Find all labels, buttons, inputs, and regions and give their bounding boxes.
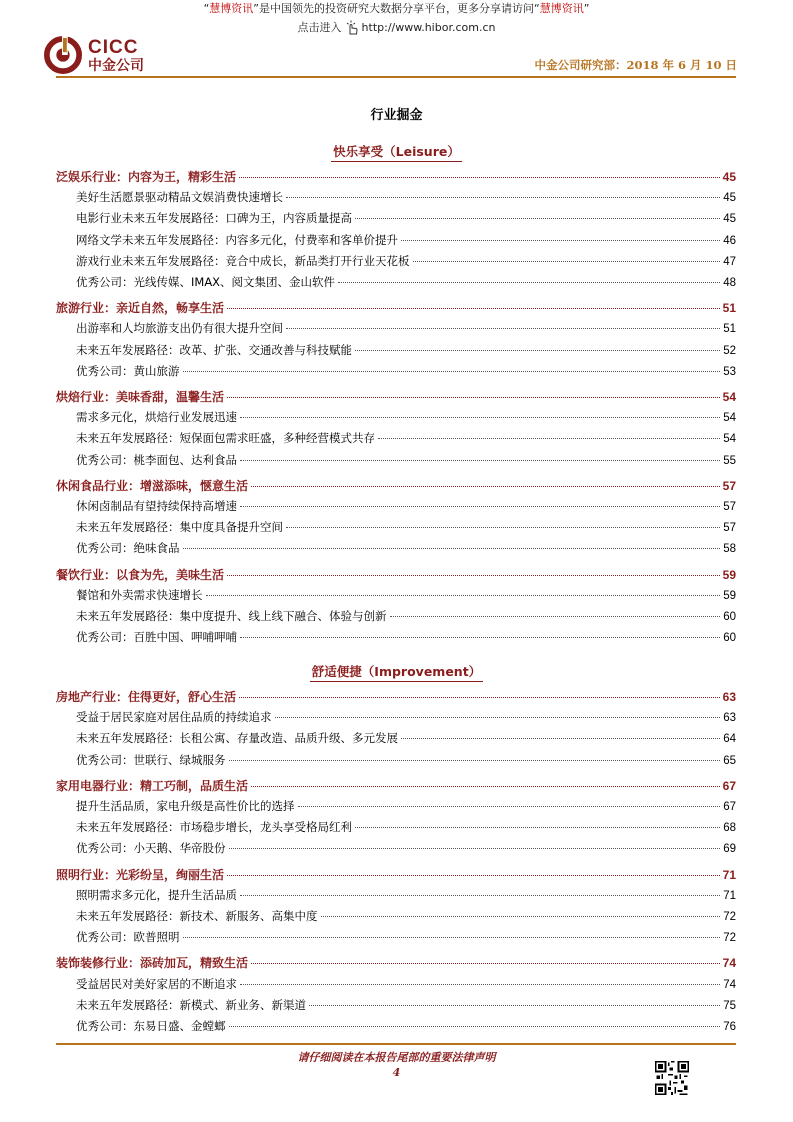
toc-entry[interactable] — [76, 1018, 736, 1034]
toc-entry[interactable] — [76, 709, 736, 725]
toc-entry[interactable] — [76, 840, 736, 856]
toc-entry[interactable] — [76, 498, 736, 514]
toc-entry-page-number: 72 — [723, 932, 736, 945]
toc-entry-text: 未来五年发展路径：改革、扩张、交通改善与科技赋能 — [76, 342, 352, 357]
toc-entry[interactable] — [76, 587, 736, 603]
toc-group-heading-text: 装饰装修行业：添砖加瓦，精致生活 — [56, 956, 249, 971]
toc-entry-page-number: 54 — [723, 412, 736, 425]
toc-entry-page-number: 51 — [723, 323, 736, 336]
dot-leader — [229, 1026, 721, 1027]
dot-leader — [355, 350, 720, 351]
toc-group-heading-page-number: 54 — [722, 390, 736, 404]
dot-leader — [338, 282, 720, 283]
toc-entry[interactable] — [76, 887, 736, 903]
toc-entry[interactable] — [76, 274, 736, 290]
toc-entry[interactable] — [76, 409, 736, 425]
dot-leader — [251, 486, 720, 487]
toc-entry-text: 提升生活品质，家电升级是高性价比的选择 — [76, 799, 295, 813]
toc-entry-page-number: 45 — [723, 213, 736, 226]
toc-entry-page-number: 69 — [723, 843, 736, 856]
toc-group-heading-text: 烘焙行业：美味香甜，温馨生活 — [56, 390, 225, 404]
toc-group-heading-page-number: 71 — [722, 867, 736, 882]
dot-leader — [183, 371, 721, 372]
toc-entry-text: 未来五年发展路径：短保面包需求旺盛，多种经营模式共存 — [76, 431, 375, 446]
toc-entry[interactable] — [76, 189, 736, 205]
banner-line-1 — [0, 2, 793, 16]
toc-group-heading-page-number: 63 — [722, 690, 736, 704]
toc-entry-text: 优秀公司：百胜中国、呷哺呷哺 — [76, 630, 237, 645]
toc-entry-text: 优秀公司：世联行、绿城服务 — [76, 752, 226, 767]
click-enter-label[interactable]: 点击进入 — [297, 21, 342, 34]
toc-group-heading[interactable] — [56, 566, 736, 583]
toc-group-heading[interactable] — [56, 866, 736, 883]
toc-group-heading[interactable] — [56, 777, 736, 794]
toc-entry-text: 优秀公司：光线传媒、IMAX、阅文集团、金山软件 — [76, 275, 336, 289]
banner-quote-open: “ — [203, 2, 210, 15]
dot-leader — [239, 697, 720, 698]
toc-entry-page-number: 65 — [723, 754, 736, 767]
toc-entry-page-number: 74 — [723, 978, 736, 991]
dot-leader — [309, 1005, 720, 1006]
toc-group-heading-page-number: 57 — [722, 478, 736, 493]
banner-quote-close: ” — [253, 2, 259, 15]
toc-entry[interactable] — [76, 819, 736, 835]
dot-leader — [401, 240, 720, 241]
section-title-text: 快乐享受（Leisure） — [331, 144, 462, 162]
toc-group-heading[interactable] — [56, 388, 736, 405]
dot-leader — [229, 848, 721, 849]
toc-entry-text: 受益于居民家庭对居住品质的持续追求 — [76, 710, 272, 725]
toc-entry-page-number: 45 — [723, 192, 736, 205]
toc-group-heading[interactable] — [56, 477, 736, 494]
dot-leader — [240, 895, 720, 896]
toc-entry[interactable] — [76, 342, 736, 358]
toc-entry-page-number: 46 — [723, 234, 736, 247]
dot-leader — [227, 308, 720, 309]
toc-group-heading-page-number: 67 — [722, 778, 736, 793]
toc-entry-text: 未来五年发展路径：市场稳步增长，龙头享受格局红利 — [76, 820, 352, 835]
toc-entry-text: 优秀公司：小天鹅、华帝股份 — [76, 841, 226, 856]
dot-leader — [286, 328, 720, 329]
dot-leader — [286, 197, 720, 198]
toc-group-heading-page-number: 74 — [722, 956, 736, 971]
banner-quote-end: ” — [583, 2, 590, 15]
toc-entry-text: 未来五年发展路径：集中度提升、线上线下融合、体验与创新 — [76, 609, 387, 623]
toc-group-heading[interactable] — [56, 954, 736, 971]
toc-entry-page-number: 55 — [723, 454, 736, 467]
toc-entry-page-number: 53 — [723, 365, 736, 378]
pointer-hand-icon — [344, 20, 360, 36]
dot-leader — [378, 438, 720, 439]
toc-entry-page-number: 60 — [723, 611, 736, 623]
toc-group-heading-text: 休闲食品行业：增滋添味，惬意生活 — [56, 478, 249, 493]
dot-leader — [206, 595, 721, 596]
toc-entry-text: 优秀公司：桃李面包、达利食品 — [76, 452, 237, 467]
toc-entry-text: 出游率和人均旅游支出仍有很大提升空间 — [76, 321, 283, 336]
dot-leader — [227, 575, 720, 576]
header-divider — [56, 76, 736, 78]
toc-entry-text: 优秀公司：黄山旅游 — [76, 363, 180, 378]
cicc-logo-mark-icon — [44, 36, 82, 74]
toc-entry[interactable] — [76, 608, 736, 624]
section-title — [0, 142, 793, 160]
toc-group-heading-page-number: 45 — [722, 170, 736, 184]
section-title-text: 舒适便捷（Improvement） — [310, 664, 483, 682]
toc-group-heading-text: 旅游行业：亲近自然，畅享生活 — [56, 301, 225, 316]
dot-leader — [240, 984, 720, 985]
toc-entry-page-number: 57 — [723, 522, 736, 535]
toc-entry-text: 未来五年发展路径：集中度具备提升空间 — [76, 520, 283, 535]
toc-entry[interactable] — [76, 908, 736, 924]
toc-entry-page-number: 67 — [723, 801, 736, 813]
toc-entry[interactable] — [76, 320, 736, 336]
banner-line-2 — [0, 20, 793, 36]
toc-entry-text: 受益居民对美好家居的不断追求 — [76, 976, 237, 991]
cicc-logo — [44, 36, 144, 74]
report-date-header: 中金公司研究部：2018 年 6 月 10 日 — [534, 58, 737, 72]
dot-leader — [227, 397, 720, 398]
dot-leader — [240, 506, 720, 507]
logo-english: CICC — [88, 36, 139, 58]
toc-entry-page-number: 68 — [723, 822, 736, 835]
dot-leader — [229, 760, 721, 761]
toc-entry-page-number: 63 — [723, 712, 736, 725]
toc-entry[interactable] — [76, 798, 736, 814]
toc-entry-text: 游戏行业未来五年发展路径：竞合中成长，新品类打开行业天花板 — [76, 253, 410, 268]
dot-leader — [183, 937, 721, 938]
toc-entry-page-number: 54 — [723, 433, 736, 446]
toc-entry-text: 休闲卤制品有望持续保持高增速 — [76, 499, 237, 513]
dot-leader — [240, 637, 720, 638]
toc-entry[interactable] — [76, 253, 736, 269]
dot-leader — [227, 875, 720, 876]
toc-entry-page-number: 76 — [723, 1021, 736, 1033]
dot-leader — [286, 527, 720, 528]
toc-entry-page-number: 58 — [723, 543, 736, 556]
toc-entry[interactable] — [76, 210, 736, 226]
toc-entry-text: 网络文学未来五年发展路径：内容多元化，付费率和客单价提升 — [76, 232, 398, 247]
brand-link-2[interactable]: 慧博资讯 — [539, 2, 584, 15]
page-title: 行业掘金 — [370, 108, 423, 123]
toc-entry[interactable] — [76, 232, 736, 248]
top-banner — [0, 2, 793, 36]
toc-group-heading[interactable] — [56, 688, 736, 705]
toc-entry-page-number: 71 — [723, 889, 736, 902]
toc-entry-text: 餐馆和外卖需求快速增长 — [76, 587, 203, 602]
toc-group-heading-text: 泛娱乐行业：内容为王，精彩生活 — [56, 170, 237, 184]
toc-entry-text: 美好生活愿景驱动精品文娱消费快速增长 — [76, 190, 283, 205]
toc-entry-text: 未来五年发展路径：长租公寓、存量改造、品质升级、多元发展 — [76, 731, 398, 746]
toc-entry-page-number: 52 — [723, 344, 736, 357]
toc-entry[interactable] — [76, 629, 736, 645]
dot-leader — [275, 717, 721, 718]
qr-code-icon — [655, 1061, 689, 1095]
toc-group-heading-text: 餐饮行业：以食为先，美味生活 — [56, 567, 225, 582]
toc-entry[interactable] — [76, 452, 736, 468]
dot-leader — [355, 827, 720, 828]
brand-link-1[interactable]: 慧博资讯 — [209, 2, 254, 15]
toc-entry-text: 未来五年发展路径：新模式、新业务、新渠道 — [76, 997, 306, 1012]
logo-chinese: 中金公司 — [88, 57, 144, 74]
toc-entry-page-number: 60 — [723, 632, 736, 645]
dot-leader — [390, 616, 721, 617]
dot-leader — [240, 417, 720, 418]
dot-leader — [413, 261, 721, 262]
toc-group-heading-text: 房地产行业：住得更好，舒心生活 — [56, 690, 237, 704]
dot-leader — [183, 548, 721, 549]
dot-leader — [240, 460, 720, 461]
legal-disclaimer-note: 请仔细阅读在本报告尾部的重要法律声明 — [297, 1051, 496, 1064]
toc-entry-text: 优秀公司：东易日盛、金螳螂 — [76, 1019, 226, 1033]
toc-entry[interactable] — [76, 430, 736, 446]
dot-leader — [355, 218, 720, 219]
toc-entry-page-number: 64 — [723, 733, 736, 746]
dot-leader — [321, 916, 721, 917]
footer-divider — [56, 1043, 736, 1045]
toc-group-heading[interactable] — [56, 168, 736, 185]
toc-entry[interactable] — [76, 519, 736, 535]
site-url-link[interactable]: http://www.hibor.com.cn — [361, 21, 496, 34]
toc-entry-text: 优秀公司：欧普照明 — [76, 930, 180, 945]
toc-entry-page-number: 59 — [723, 589, 736, 602]
toc-entry[interactable] — [76, 540, 736, 556]
dot-leader — [251, 963, 720, 964]
section-title — [0, 662, 793, 680]
toc-entry-page-number: 48 — [723, 277, 736, 289]
toc-entry[interactable] — [76, 976, 736, 992]
toc-entry-page-number: 75 — [723, 999, 736, 1012]
toc-entry[interactable] — [76, 752, 736, 768]
toc-entry-text: 照明需求多元化，提升生活品质 — [76, 887, 237, 902]
toc-entry-text: 未来五年发展路径：新技术、新服务、高集中度 — [76, 909, 318, 923]
toc-entry[interactable] — [76, 730, 736, 746]
dot-leader — [401, 738, 720, 739]
toc-entry[interactable] — [76, 929, 736, 945]
page-number: 4 — [392, 1066, 401, 1079]
toc-entry-text: 需求多元化，烘焙行业发展迅速 — [76, 410, 237, 425]
toc-group-heading[interactable] — [56, 299, 736, 316]
toc-entry-text: 优秀公司：绝味食品 — [76, 541, 180, 556]
dot-leader — [251, 786, 720, 787]
toc-entry-page-number: 57 — [723, 501, 736, 513]
toc-entry[interactable] — [76, 363, 736, 379]
toc-group-heading-text: 家用电器行业：精工巧制，品质生活 — [56, 778, 249, 793]
toc-entry-page-number: 47 — [723, 255, 736, 268]
dot-leader — [298, 806, 721, 807]
banner-text: 是中国领先的投资研究大数据分享平台，更多分享请访问“ — [259, 2, 540, 15]
toc-entry[interactable] — [76, 997, 736, 1013]
dot-leader — [239, 177, 720, 178]
toc-group-heading-text: 照明行业：光彩纷呈，绚丽生活 — [56, 867, 225, 882]
toc-group-heading-page-number: 51 — [722, 301, 736, 316]
toc-entry-text: 电影行业未来五年发展路径：口碑为王，内容质量提高 — [76, 211, 352, 226]
toc-entry-page-number: 72 — [723, 911, 736, 923]
toc-group-heading-page-number: 59 — [722, 567, 736, 582]
